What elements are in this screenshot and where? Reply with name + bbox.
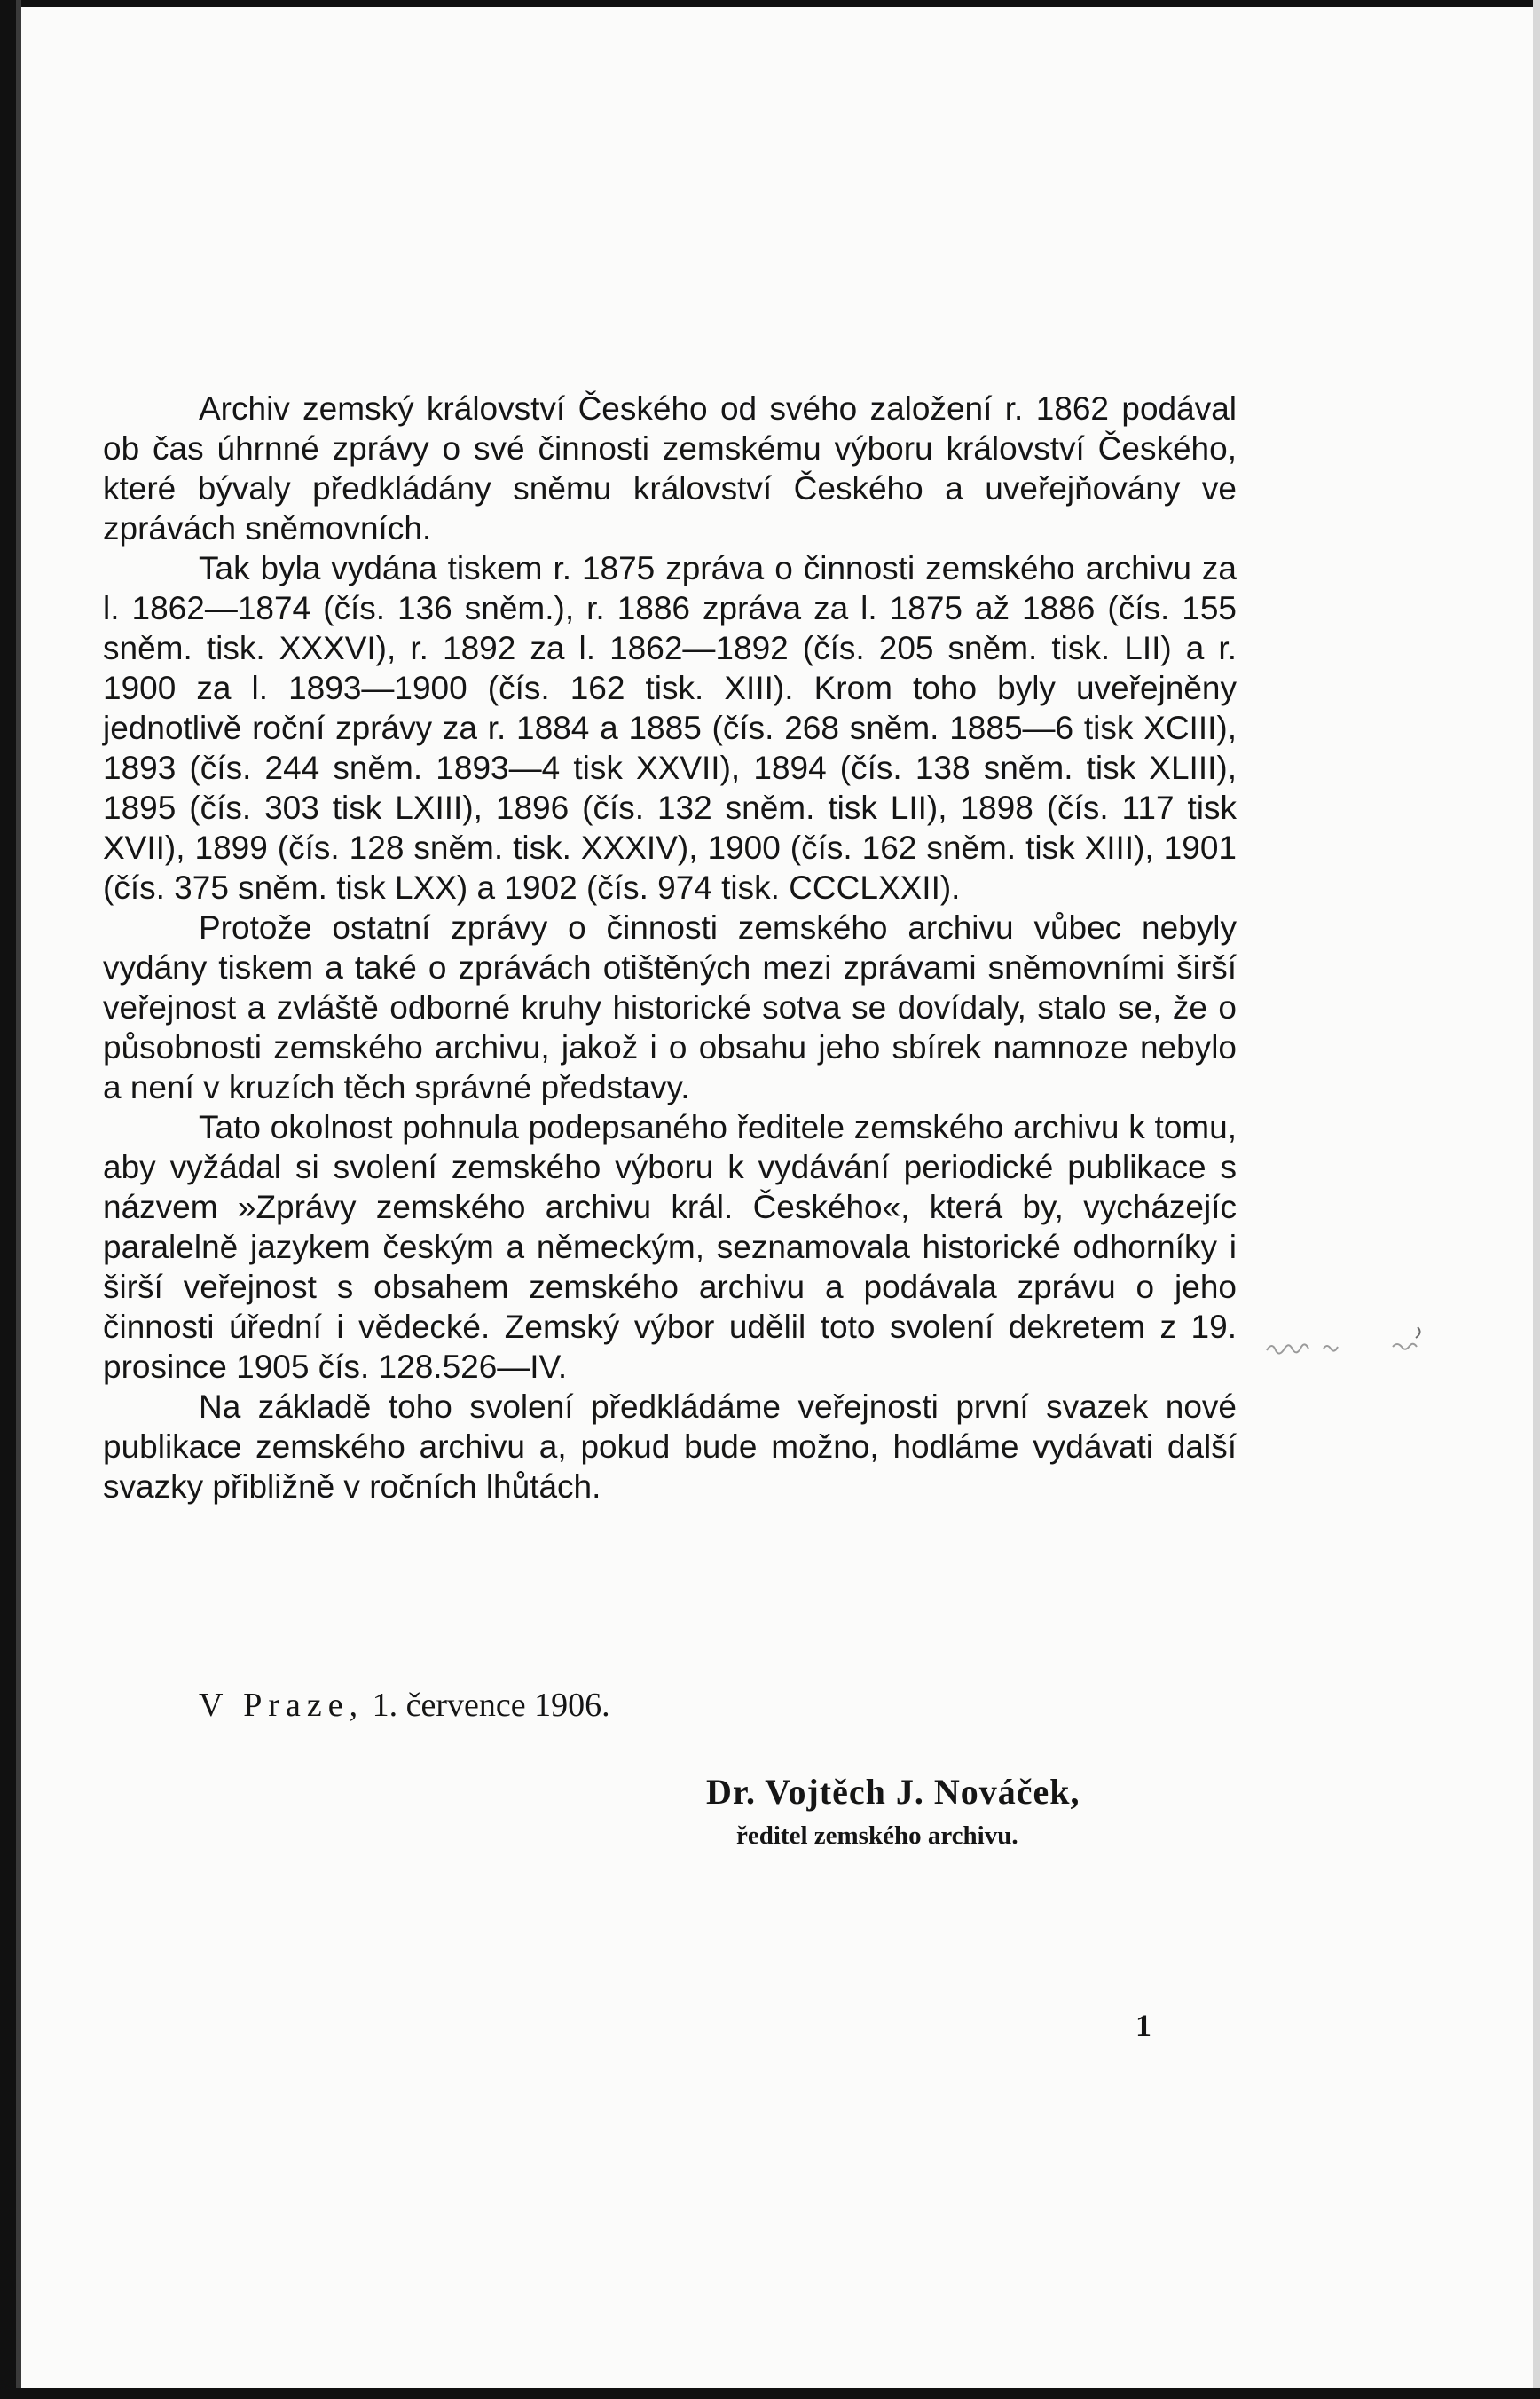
place: V Praze, — [199, 1687, 365, 1724]
paragraph-3: Protože ostatní zprávy o činnosti zemského archivu vůbec nebyly vydány tiskem a také o zprávách otištěných mezi zprávami sněmovními širší veřejnost a zvláště odborné kruhy historické sotva se dovídaly, stalo se, že o působnosti zemského archivu, jakož i o obsahu jeho sbírek namnoze nebylo a není v kruzích těch správné představy. — [103, 909, 1237, 1105]
preface-body — [103, 389, 1237, 1506]
signature-title: ředitel zemského archivu. — [736, 1821, 1018, 1850]
page-number: 1 — [1135, 2008, 1151, 2043]
paragraph-4: Tato okolnost pohnula podepsaného ředitele zemského archivu k tomu, aby vyžádal si svolení zemského výboru k vydávání periodické publikace s názvem »Zprávy zemského archivu král. Českého«, která by, vycházejíc paralelně jazykem českým a německým, seznamovala historické odhorníky i širší veřejnost s obsahem zemského archivu a podávala zprávu o jeho činnosti úřední i vědecké. Zemský výbor udělil toto svolení dekretem z 19. prosince 1905 čís. 128.526—IV. — [103, 1109, 1237, 1385]
scan-edge-bottom — [0, 2388, 1540, 2399]
scan-edge-right — [1533, 0, 1540, 2399]
scan-edge-top — [0, 0, 1540, 7]
pencil-annotation-icon — [1260, 1320, 1437, 1373]
signature-name: Dr. Vojtěch J. Nováček, — [706, 1772, 1080, 1812]
scan-edge-left-shadow — [16, 0, 21, 2399]
paragraph-1: Archiv zemský království Českého od svého založení r. 1862 podával ob čas úhrnné zprávy o své činnosti zemskému výboru království Českého, které bývaly předkládány sněmu království Českého a uveřejňovány ve zprávách sněmovních. — [103, 390, 1237, 547]
paragraph-5: Na základě toho svolení předkládáme veřejnosti první svazek nové publikace zemského archivu a, pokud bude možno, hodláme vydávati další svazky přibližně v ročních lhůtách. — [103, 1388, 1237, 1505]
place-and-date — [199, 1686, 610, 1725]
paragraph-2: Tak byla vydána tiskem r. 1875 zpráva o činnosti zemského archivu za l. 1862—1874 (čís. 136 sněm.), r. 1886 zpráva za l. 1875 až 1886 (čís. 155 sněm. tisk. XXXVI), r. 1892 za l. 1862—1892 (čís. 205 sněm. tisk. LII) a r. 1900 za l. 1893—1900 (čís. 162 tisk. XIII). Krom toho byly uveřejněny jednotlivě roční zprávy za r. 1884 a 1885 (čís. 268 sněm. 1885—6 tisk XCIII), 1893 (čís. 244 sněm. 1893—4 tisk XXVII), 1894 (čís. 138 sněm. tisk XLIII), 1895 (čís. 303 tisk LXIII), 1896 (čís. 132 sněm. tisk LII), 1898 (čís. 117 tisk XVII), 1899 (čís. 128 sněm. tisk. XXXIV), 1900 (čís. 162 sněm. tisk XIII), 1901 (čís. 375 sněm. tisk LXX) a 1902 (čís. 974 tisk. CCCLXXII). — [103, 550, 1237, 906]
scan-edge-left — [0, 0, 16, 2399]
date: 1. července 1906. — [372, 1687, 610, 1724]
